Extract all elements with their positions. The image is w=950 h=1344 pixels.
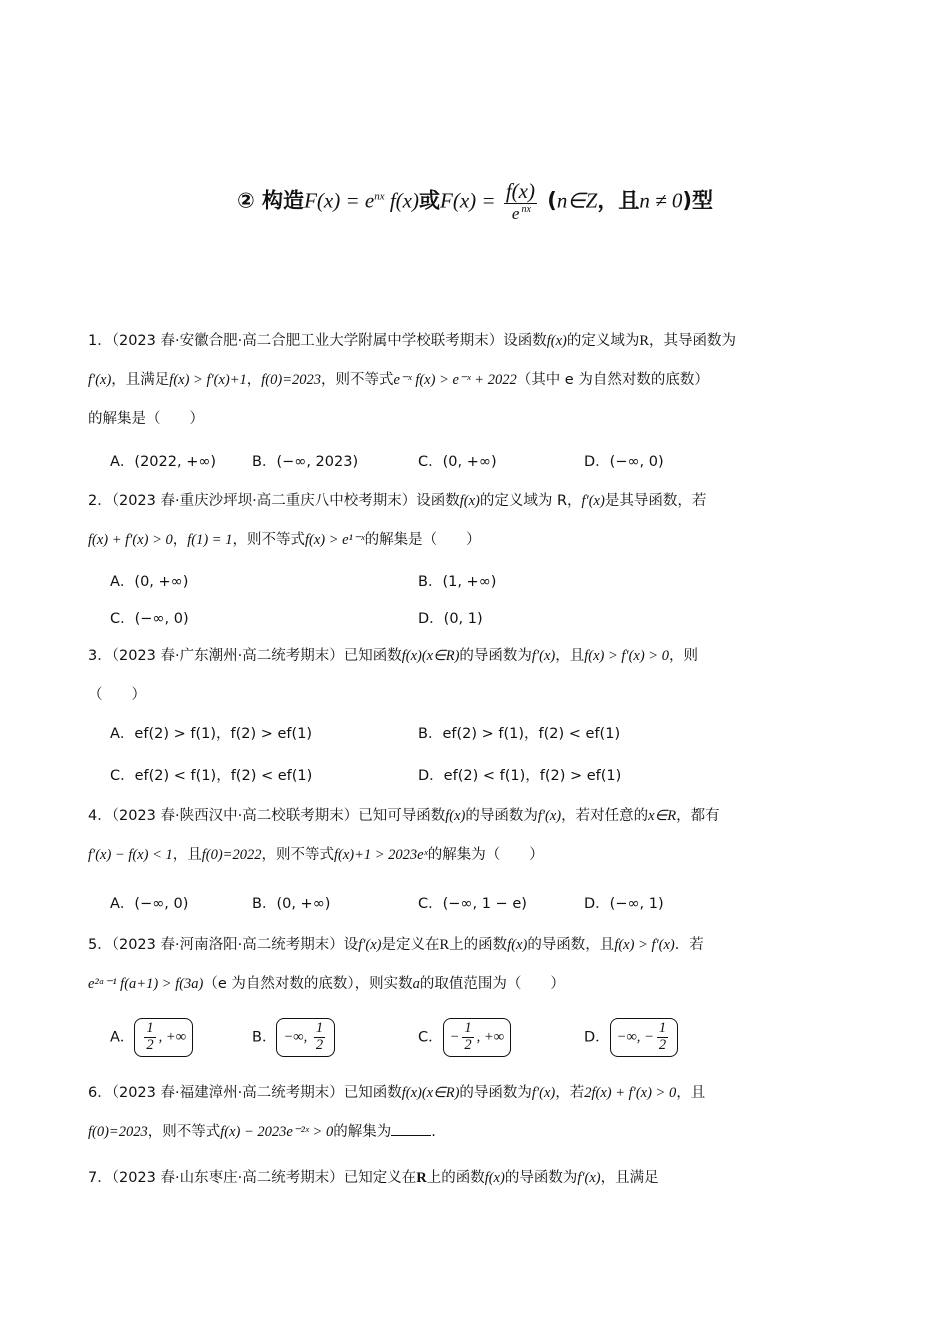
question-6: 6．（2023 春·福建漳州·高二统考期末）已知函数f(x)(x∈R)的导函数为f′(x)，若2f(x) + f′(x) > 0，且 f(0)=2023，则不等式f(x) − 2023e⁻²ˣ > 0的解集为 . — [88, 1085, 706, 1140]
question-2: 2．（2023 春·重庆沙坪坝·高二重庆八中校考期末）设函数f(x)的定义域为 R，f′(x)是其导函数，若 f(x) + f′(x) > 0，f(1) = 1，则不等式f(x) > e¹⁻ˣ的解集是（ ） — [88, 493, 707, 548]
q1-option-d[interactable]: D．(−∞, 0) — [584, 454, 664, 470]
q5-option-b[interactable]: B． −∞, $\frac{1}{2}$ — [252, 1018, 335, 1057]
question-3: 3．（2023 春·广东潮州·高二统考期末）已知函数f(x)(x∈R)的导函数为f′(x)，且f(x) > f′(x) > 0，则 （ ） — [88, 648, 698, 703]
q2-option-a[interactable]: A．(0, +∞) — [110, 574, 189, 590]
q3-option-c[interactable]: C．ef(2) < f(1)，f(2) < ef(1) — [110, 768, 313, 784]
question-5: 5．（2023 春·河南洛阳·高二统考期末）设f′(x)是定义在R上的函数f(x)的导函数，且f(x) > f′(x)．若 e²ᵃ⁻¹ f(a+1) > f(3a)（e 为自然对数的底数），则实数a的取值范围为（ ） — [88, 937, 704, 992]
question-1: 1．（2023 春·安徽合肥·高二合肥工业大学附属中学校联考期末）设函数f(x)的定义域为R，其导函数为 f′(x)，且满足f(x) > f′(x)+1，f(0)=2023，则不等式e⁻ˣ f(x) > e⁻ˣ + 2022（其中 e 为自然对数的底数） 的解集是（ ） — [88, 333, 737, 427]
q1-option-a[interactable]: A．(2022, +∞) — [110, 454, 217, 470]
question-7: 7．（2023 春·山东枣庄·高二统考期末）已知定义在R上的函数f(x)的导函数为f′(x)，且满足 — [88, 1170, 659, 1186]
q2-option-d[interactable]: D．(0, 1) — [418, 611, 483, 627]
answer-blank[interactable] — [391, 1135, 431, 1136]
q3-option-d[interactable]: D．ef(2) < f(1)，f(2) > ef(1) — [418, 768, 622, 784]
q2-option-c[interactable]: C．(−∞, 0) — [110, 611, 189, 627]
q3-option-b[interactable]: B．ef(2) > f(1)，f(2) < ef(1) — [418, 726, 621, 742]
page-title: ② 构造$F(x) = e^{nx}$ f(x)或F(x) = $\frac{f(x)}{e ^{nx}}$ (n∈Z，且n ≠ 0)型 — [236, 179, 714, 223]
q5-option-c[interactable]: C． − $\frac{1}{2}$ , +∞ — [418, 1018, 511, 1057]
q4-option-b[interactable]: B．(0, +∞) — [252, 896, 331, 912]
q1-option-b[interactable]: B．(−∞, 2023) — [252, 454, 359, 470]
q2-option-b[interactable]: B．(1, +∞) — [418, 574, 497, 590]
q1-option-c[interactable]: C．(0, +∞) — [418, 454, 497, 470]
title-fraction: $\frac{f(x)}{e ^{nx}}$ — [505, 179, 535, 223]
q4-option-c[interactable]: C．(−∞, 1 − e) — [418, 896, 527, 912]
q5-option-a[interactable]: A． $\frac{1}{2}$ , +∞ — [110, 1018, 193, 1057]
q5-option-d[interactable]: D． −∞, − $\frac{1}{2}$ — [584, 1018, 678, 1057]
question-4: 4．（2023 春·陕西汉中·高二校联考期末）已知可导函数f(x)的导函数为f′(x)，若对任意的x∈R，都有 f′(x) − f(x) < 1，且f(0)=2022，则不等式f(x)+1 > 2023eˣ的解集为（ ） — [88, 808, 720, 863]
q4-option-a[interactable]: A．(−∞, 0) — [110, 896, 189, 912]
q3-option-a[interactable]: A．ef(2) > f(1)，f(2) > ef(1) — [110, 726, 313, 742]
q4-option-d[interactable]: D．(−∞, 1) — [584, 896, 664, 912]
